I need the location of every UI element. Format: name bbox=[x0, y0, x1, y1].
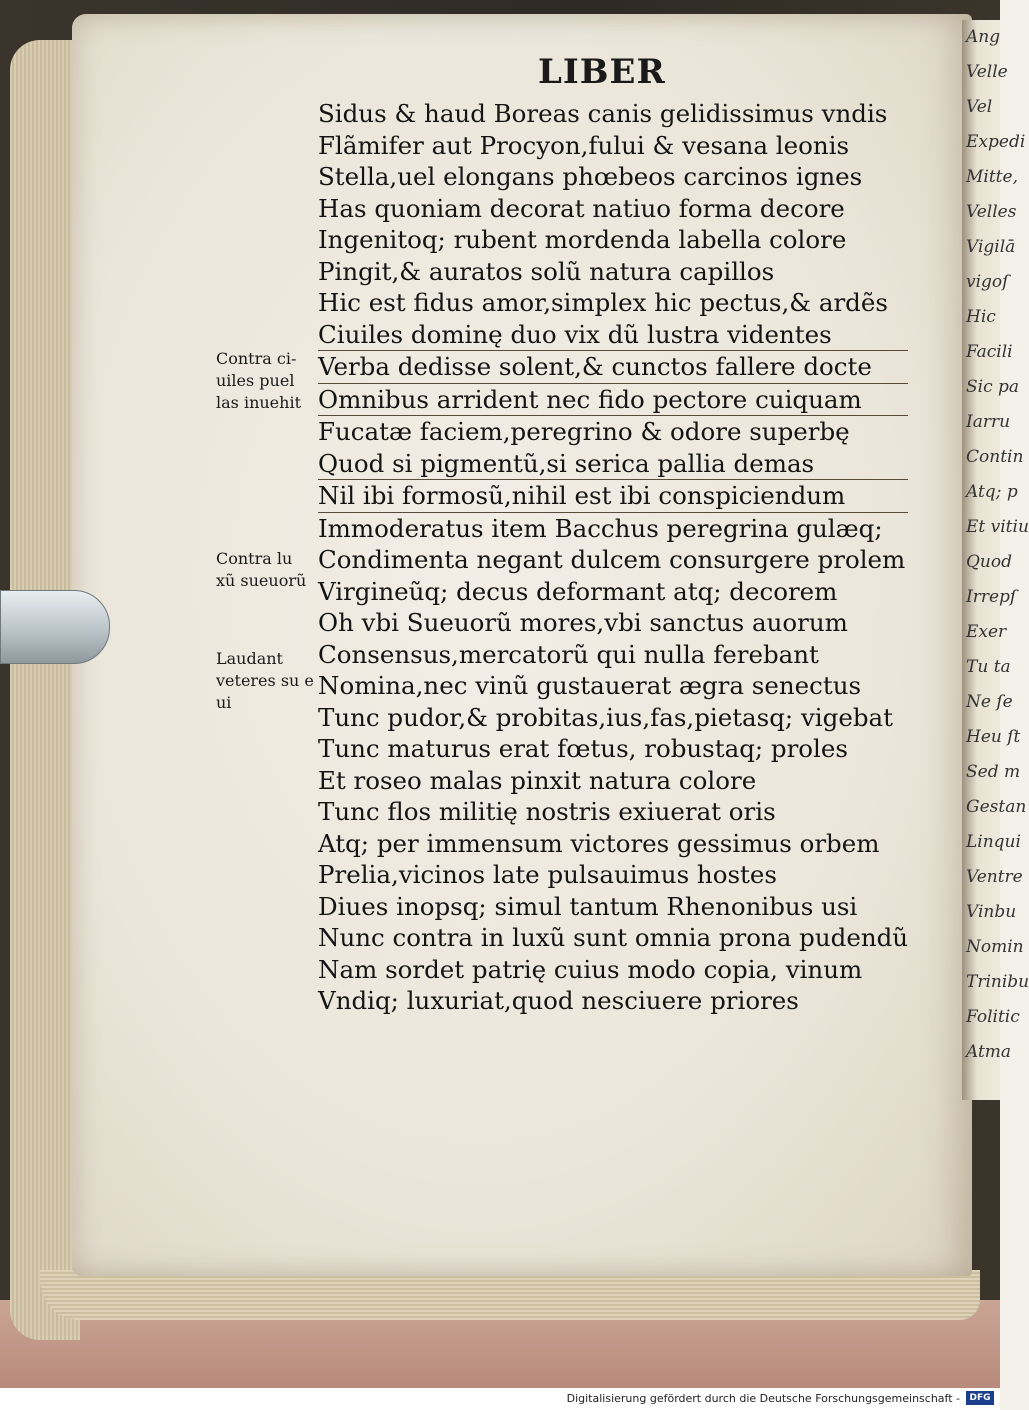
verse-line: Atq; per immensum victores gessimus orbem bbox=[318, 828, 880, 858]
margin-note-line: uiles puel bbox=[216, 371, 295, 390]
margin-note-3 bbox=[216, 648, 314, 714]
verse-line: Condimenta negant dulcem consurgere prolem bbox=[318, 545, 906, 574]
facing-page-fragment: Hic bbox=[966, 307, 996, 327]
facing-page-fragment: Trinibu bbox=[966, 972, 1029, 992]
verse-line: Ingenitoq; rubent mordenda labella colore bbox=[318, 225, 847, 254]
verse-line: Hic est fidus amor,simplex hic pectus,& ardẽs bbox=[318, 288, 888, 317]
margin-note-line: Contra lu bbox=[216, 549, 293, 568]
facing-page-fragment: Linqui bbox=[966, 832, 1021, 852]
dfg-logo: DFG bbox=[966, 1391, 994, 1405]
facing-page-fragment: Velle bbox=[966, 62, 1008, 82]
running-head: LIBER bbox=[538, 52, 666, 92]
verse-line: Nomina,nec vinũ gustauerat ægra senectus bbox=[318, 671, 862, 700]
verse-line: Quod si pigmentũ,si serica pallia demas bbox=[318, 448, 908, 481]
facing-page-fragment: Ventre bbox=[966, 867, 1023, 887]
facing-page-fragment: Gestan bbox=[966, 797, 1027, 817]
margin-note-line: ui bbox=[216, 693, 232, 712]
facing-page-fragment: Quod bbox=[966, 552, 1013, 572]
verse-line: Et roseo malas pinxit natura colore bbox=[318, 765, 757, 795]
verse-line: Tunc pudor,& probitas,ius,fas,pietasq; vigebat bbox=[318, 702, 893, 732]
facing-page-fragment: Exer bbox=[966, 622, 1007, 642]
margin-note-line: veteres su e bbox=[216, 671, 314, 690]
facing-page-fragment: Ang bbox=[966, 27, 1001, 47]
verse-line: Sidus & haud Boreas canis gelidissimus vndis bbox=[318, 99, 888, 128]
page-edges-bottom bbox=[40, 1270, 980, 1320]
facing-page-fragment: Ne ſe bbox=[966, 692, 1013, 712]
margin-note-2 bbox=[216, 548, 306, 592]
facing-page-fragment: Tu ta bbox=[966, 657, 1011, 677]
verse-line: Tunc maturus erat fœtus, robustaq; proles bbox=[318, 734, 848, 763]
funding-note: Digitalisierung gefördert durch die Deutsche Forschungsgemeinschaft - bbox=[566, 1392, 960, 1405]
facing-page-fragment: Sed m bbox=[966, 762, 1021, 782]
verse-line: Virgineũq; decus deformant atq; decorem bbox=[318, 576, 838, 606]
verse-line: Fucatæ faciem,peregrino & odore superbę bbox=[318, 417, 850, 446]
verse-text bbox=[318, 98, 908, 1017]
margin-note-line: xũ sueuorũ bbox=[216, 571, 307, 590]
verse-line: Nunc contra in luxũ sunt omnia prona pudendũ bbox=[318, 923, 909, 952]
verse-line: Verba dedisse solent,& cunctos fallere docte bbox=[318, 351, 908, 384]
verse-line: Nil ibi formosũ,nihil est ibi conspiciendum bbox=[318, 480, 908, 513]
facing-page-fragment: Atma bbox=[966, 1042, 1012, 1062]
facing-page-fragment: Vinbu bbox=[966, 902, 1017, 922]
facing-page-fragment: Velles bbox=[966, 202, 1017, 222]
verse-line: Stella,uel elongans phœbeos carcinos ignes bbox=[318, 162, 863, 191]
facing-page bbox=[962, 20, 1029, 1100]
margin-note-line: Contra ci- bbox=[216, 349, 297, 368]
facing-page-fragment: Nomin bbox=[966, 937, 1024, 957]
facing-page-fragment: Atq; p bbox=[966, 482, 1018, 502]
verse-line: Prelia,vicinos late pulsauimus hostes bbox=[318, 860, 777, 889]
footer-bar bbox=[0, 1388, 1000, 1410]
facing-page-fragment: Contin bbox=[966, 447, 1024, 467]
verse-line: Immoderatus item Bacchus peregrina gulæq; bbox=[318, 513, 883, 543]
verse-line: Vndiq; luxuriat,quod nesciuere priores bbox=[318, 986, 799, 1015]
verse-line: Nam sordet patrię cuius modo copia, vinum bbox=[318, 954, 863, 984]
page-edges-left bbox=[10, 40, 80, 1340]
verse-line: Diues inopsq; simul tantum Rhenonibus usi bbox=[318, 891, 858, 921]
verse-line: Flãmifer aut Procyon,fului & vesana leonis bbox=[318, 130, 850, 160]
margin-note-line: las inuehit bbox=[216, 393, 301, 412]
verse-line: Consensus,mercatorũ qui nulla ferebant bbox=[318, 639, 819, 669]
facing-page-fragment: vigoſ bbox=[966, 272, 1009, 292]
facing-page-fragment: Mitte, bbox=[966, 167, 1018, 187]
page-clip bbox=[0, 590, 110, 664]
facing-page-fragment: Irrepſ bbox=[966, 587, 1017, 607]
facing-page-fragment: Iarru bbox=[966, 412, 1011, 432]
verse-line: Oh vbi Sueuorũ mores,vbi sanctus auorum bbox=[318, 608, 848, 637]
margin-note-line: Laudant bbox=[216, 649, 283, 668]
facing-page-fragment: Et vitiu bbox=[966, 517, 1029, 537]
facing-page-fragment: Vigilā bbox=[966, 237, 1016, 257]
verse-line: Has quoniam decorat natiuo forma decore bbox=[318, 193, 845, 223]
verse-line: Pingit,& auratos solũ natura capillos bbox=[318, 256, 775, 286]
verse-line: Omnibus arrident nec fido pectore cuiquam bbox=[318, 384, 908, 417]
facing-page-fragment: Heu ſt bbox=[966, 727, 1021, 747]
facing-page-fragment: Facili bbox=[966, 342, 1013, 362]
facing-page-fragment: Vel bbox=[966, 97, 993, 117]
facing-page-fragment: Folitic bbox=[966, 1007, 1020, 1027]
facing-page-fragment: Expedi bbox=[966, 132, 1026, 152]
verse-line: Tunc flos militię nostris exiuerat oris bbox=[318, 797, 776, 826]
margin-note-1 bbox=[216, 348, 301, 414]
facing-page-fragment: Sic pa bbox=[966, 377, 1020, 397]
verse-line: Ciuiles dominę duo vix dũ lustra videntes bbox=[318, 319, 908, 352]
